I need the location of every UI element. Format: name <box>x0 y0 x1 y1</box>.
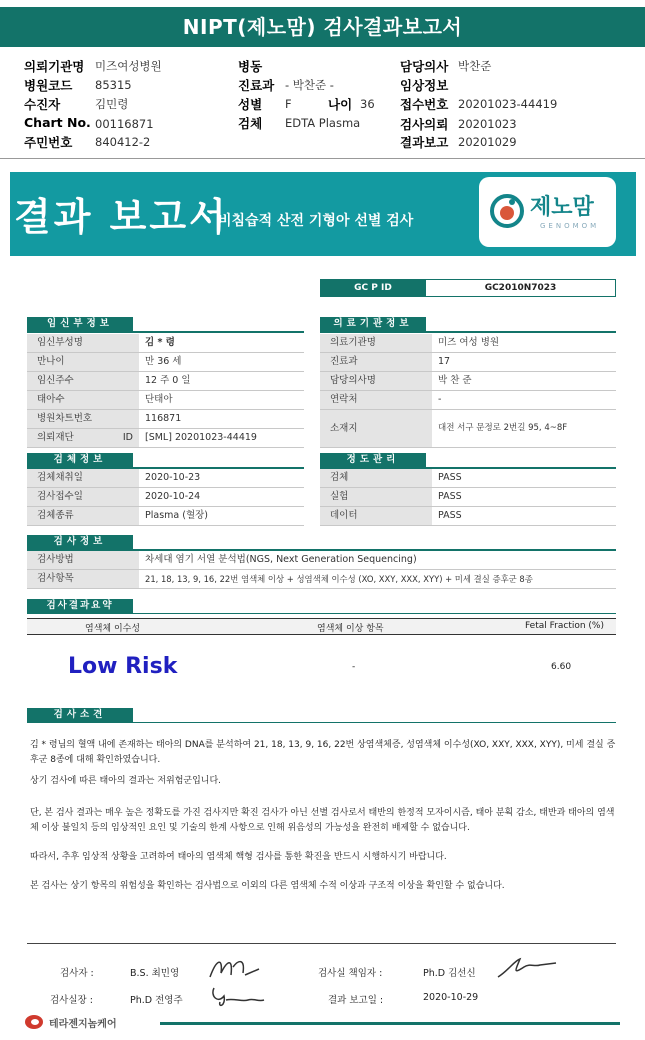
company-name: 테라젠지놈케어 <box>49 1018 117 1030</box>
row-label: 임신주수 <box>27 372 139 390</box>
age-value: 36 <box>360 97 375 111</box>
row-value: PASS <box>438 472 462 483</box>
section-divider <box>27 722 616 723</box>
row-value: 2020-10-23 <box>145 472 201 483</box>
table-row <box>27 429 304 448</box>
dept-value: - 박찬준 - <box>285 78 334 92</box>
chief-name: Ph.D 김선신 <box>423 968 476 979</box>
row-label: 검사방법 <box>27 551 139 569</box>
code-value: 85315 <box>95 78 132 92</box>
patient-value: 김민령 <box>95 97 129 111</box>
row-value: 21, 18, 13, 9, 16, 22번 염색체 이상 + 성염색체 이수성 (XO, XXY, XXX, XYY) + 미세 결실 증후군 8종 <box>145 574 533 584</box>
findings-paragraph-5: 본 검사는 상기 항목의 위험성을 확인하는 검사법으로 이외의 다른 염색체 수적 이상과 구조적 이상을 확인할 수 없습니다. <box>30 881 505 891</box>
row-value: 김 * 령 <box>145 337 175 348</box>
rrn-value: 840412-2 <box>95 135 151 149</box>
request-value: 20201023 <box>458 117 517 131</box>
findings-paragraph-3: 단, 본 검사 결과는 매우 높은 정확도를 가진 검사지만 확진 검사가 아닌 선별 검사로서 태반의 한정적 모자이시즘, 태아 분획 감소, 태반과 태아의 염색체 이상 불일치 등의 임상적인 요인 및 기술의 한계 사항으로 인해 위음성의 가능성을 완전히 배제할 수 없습니다. <box>30 808 615 833</box>
table-row <box>320 488 616 507</box>
row-label: 만나이 <box>27 353 139 371</box>
fetal-fraction-value: 6.60 <box>551 662 572 672</box>
report-label: 결과보고 <box>400 135 449 150</box>
result-col-aneuploidy: 염색체 이수성 <box>85 624 141 634</box>
footer-bar <box>160 1022 620 1025</box>
row-label: 담당의사명 <box>320 372 432 390</box>
table-row <box>320 507 616 526</box>
result-col-ff: Fetal Fraction (%) <box>525 621 604 631</box>
result-col-abnormal: 염색체 이상 항목 <box>317 624 384 634</box>
findings-paragraph-4: 따라서, 추후 임상적 상황을 고려하여 태아의 염색체 핵형 검사를 통한 확진을 반드시 시행하시기 바랍니다. <box>30 852 447 862</box>
sex-label: 성별 <box>238 97 263 112</box>
row-label: 의뢰재단 ID <box>27 429 139 447</box>
row-value: [SML] 20201023-44419 <box>145 432 257 443</box>
doctor-label: 담당의사 <box>400 59 449 74</box>
row-value: 차세대 염기 서열 분석법(NGS, Next Generation Sequencing) <box>145 554 417 565</box>
row-label: 소재지 <box>320 410 432 447</box>
table-row <box>27 507 304 526</box>
patient-label: 수진자 <box>24 97 61 112</box>
row-value: 12 주 0 일 <box>145 375 191 386</box>
row-label: 검체종류 <box>27 507 139 525</box>
row-value: 단태아 <box>145 394 173 405</box>
table-row <box>320 334 616 353</box>
chief-label: 검사실 책임자 : <box>318 968 383 979</box>
logo-subtext: GENOMOM <box>540 222 600 230</box>
report-title: NIPT(제노맘) 검사결과보고서 <box>0 7 645 47</box>
report-value: 20201029 <box>458 135 517 149</box>
row-label: 데이터 <box>320 507 432 525</box>
findings-paragraph-2: 상기 검사에 따른 태아의 결과는 저위험군입니다. <box>30 776 222 786</box>
banner-subtitle: 비침습적 산전 기형아 선별 검사 <box>218 213 414 229</box>
genomom-logo-icon <box>490 194 524 228</box>
result-header-row <box>27 618 616 635</box>
section-findings: 검사소견 <box>27 708 133 722</box>
signature-tester-icon <box>205 953 265 983</box>
dept-label: 진료과 <box>238 78 275 93</box>
section-specimen-info: 검체정보 <box>27 453 133 467</box>
row-label: 태아수 <box>27 391 139 409</box>
row-label: 병원차트번호 <box>27 410 139 428</box>
gcpid-value: GC2010N7023 <box>426 279 616 297</box>
row-label: 임신부성명 <box>27 334 139 352</box>
findings-paragraph-1: 김 * 령님의 혈액 내에 존재하는 태아의 DNA를 분석하여 21, 18, 13, 9, 16, 22번 상염색체증, 성염색체 이수성(XO, XXY, XXX, XYY), 미세 결실 증후군 8종에 대해 확인하였습니다. <box>30 740 616 765</box>
row-label: 실험 <box>320 488 432 506</box>
table-row <box>27 488 304 507</box>
signature-divider <box>27 943 616 944</box>
row-value: 미즈 여성 병원 <box>438 337 500 348</box>
row-value: 116871 <box>145 413 182 424</box>
director-label: 검사실장 : <box>50 995 93 1006</box>
row-value: 만 36 세 <box>145 356 182 367</box>
section-result-summary: 검사결과요약 <box>27 599 133 613</box>
doctor-value: 박찬준 <box>458 59 492 73</box>
table-row <box>320 410 616 448</box>
code-label: 병원코드 <box>24 78 73 93</box>
terragen-logo-icon <box>24 1014 46 1030</box>
tester-name: B.S. 최민영 <box>130 968 180 979</box>
request-label: 검사의뢰 <box>400 117 449 132</box>
row-label: 진료과 <box>320 353 432 371</box>
table-row <box>27 353 304 372</box>
abnormal-value: - <box>352 662 356 672</box>
signature-chief-icon <box>494 953 560 983</box>
section-divider <box>320 331 616 333</box>
ward-label: 병동 <box>238 59 263 74</box>
row-label: 연락처 <box>320 391 432 409</box>
logo-text: 제노맘 <box>530 195 594 220</box>
table-row <box>27 469 304 488</box>
clinical-label: 임상정보 <box>400 78 449 93</box>
risk-result: Low Risk <box>68 654 178 679</box>
report-date-label: 결과 보고일 : <box>328 995 384 1006</box>
row-label: 검체 <box>320 469 432 487</box>
director-name: Ph.D 전영주 <box>130 995 183 1006</box>
age-label: 나이 <box>328 97 353 112</box>
table-row <box>27 391 304 410</box>
receipt-value: 20201023-44419 <box>458 97 558 111</box>
banner-title: 결과 보고서 <box>14 195 229 239</box>
row-label: 검사접수일 <box>27 488 139 506</box>
row-value: - <box>438 394 442 405</box>
hospital-label: 의뢰기관명 <box>24 59 85 74</box>
section-pregnant-info: 임신부정보 <box>27 317 133 331</box>
row-value: PASS <box>438 491 462 502</box>
table-row <box>320 469 616 488</box>
row-value: PASS <box>438 510 462 521</box>
section-divider <box>27 331 304 333</box>
report-date-value: 2020-10-29 <box>423 992 479 1003</box>
row-value: 대전 서구 문정로 2번길 95, 4~8F <box>438 423 568 433</box>
sex-value: F <box>285 97 292 111</box>
signature-director-icon <box>208 982 268 1010</box>
section-qc: 정도관리 <box>320 453 426 467</box>
section-divider <box>27 613 616 614</box>
table-row <box>27 570 616 589</box>
section-test-info: 검사정보 <box>27 535 133 549</box>
row-label: 의료기관명 <box>320 334 432 352</box>
section-institution-info: 의료기관정보 <box>320 317 426 331</box>
company-logo <box>24 1014 117 1030</box>
table-row <box>320 353 616 372</box>
hospital-value: 미즈여성병원 <box>95 59 162 73</box>
row-value: Plasma (혈장) <box>145 510 209 521</box>
gcpid-label: GC P ID <box>320 279 426 297</box>
header-divider <box>0 158 645 159</box>
row-value: 17 <box>438 356 451 367</box>
table-row <box>27 410 304 429</box>
row-label: 검체채취일 <box>27 469 139 487</box>
chart-label: Chart No. <box>24 115 91 130</box>
tester-label: 검사자 : <box>60 968 94 979</box>
table-row <box>27 372 304 391</box>
row-value: 2020-10-24 <box>145 491 201 502</box>
table-row <box>320 391 616 410</box>
table-row <box>27 551 616 570</box>
header-info <box>0 47 645 158</box>
specimen-value: EDTA Plasma <box>285 116 361 130</box>
rrn-label: 주민번호 <box>24 135 73 150</box>
row-value: 박 찬 준 <box>438 375 472 386</box>
chart-value: 00116871 <box>95 117 154 131</box>
table-row <box>27 334 304 353</box>
receipt-label: 접수번호 <box>400 97 449 112</box>
table-row <box>320 372 616 391</box>
specimen-label: 검체 <box>238 116 263 131</box>
row-label: 검사항목 <box>27 570 139 588</box>
